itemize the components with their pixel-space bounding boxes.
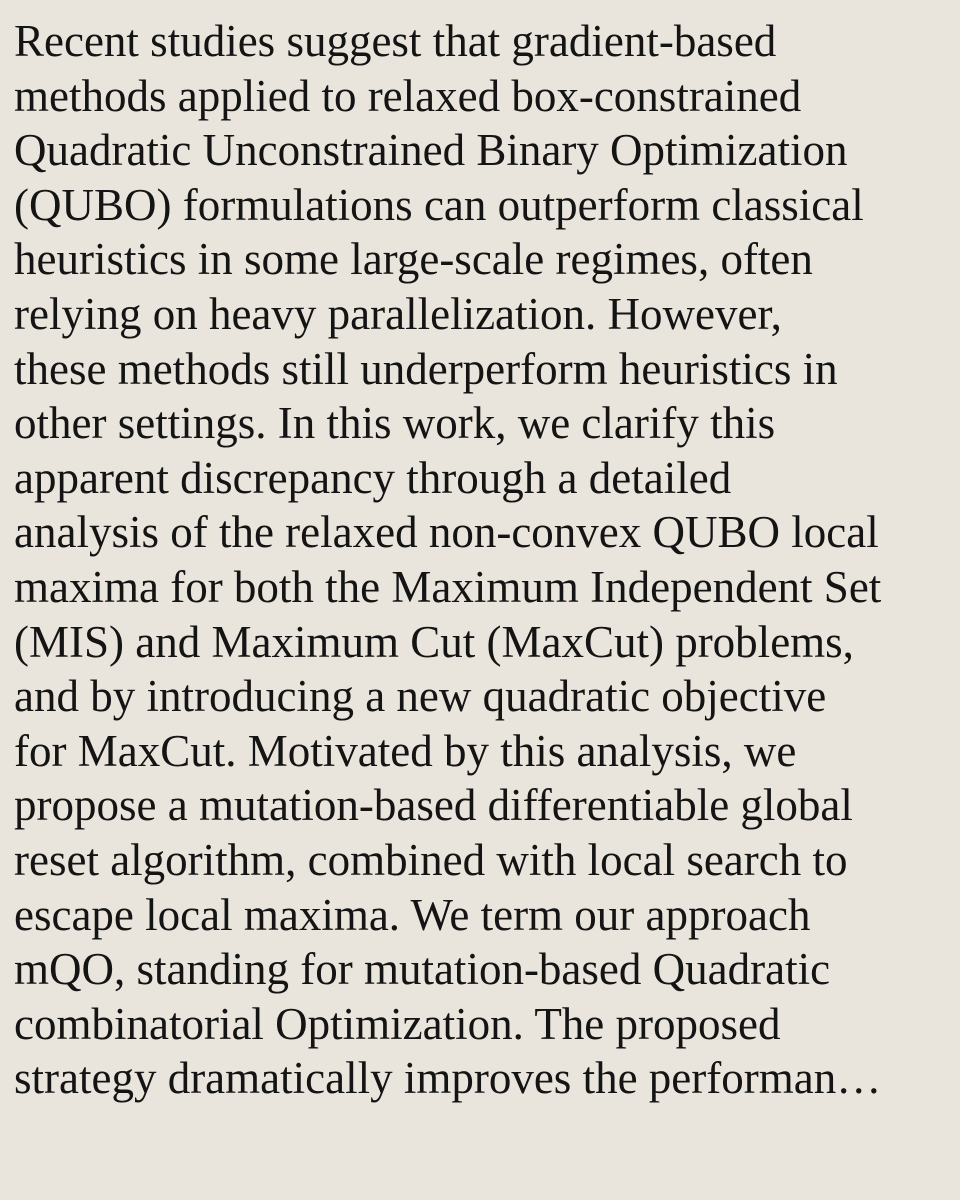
text-line: relying on heavy parallelization. However, (14, 288, 782, 339)
text-line: (QUBO) formulations can outperform classical (14, 179, 864, 230)
text-line: these methods still underperform heuristics in (14, 343, 838, 394)
text-line: other settings. In this work, we clarify this (14, 398, 776, 449)
text-line: maxima for both the Maximum Independent Set (14, 561, 882, 612)
abstract-text (14, 14, 954, 1106)
text-line: reset algorithm, combined with local search to (14, 834, 848, 885)
text-line: and by introducing a new quadratic objective (14, 671, 827, 722)
text-line: strategy dramatically improves the performan… (14, 1053, 882, 1104)
text-line: for MaxCut. Motivated by this analysis, we (14, 725, 797, 776)
text-line: escape local maxima. We term our approach (14, 889, 811, 940)
text-line: methods applied to relaxed box-constrained (14, 70, 802, 121)
text-line: combinatorial Optimization. The proposed (14, 998, 781, 1049)
text-line: Recent studies suggest that gradient-based (14, 16, 777, 66)
text-line: heuristics in some large-scale regimes, often (14, 234, 813, 285)
text-line: Quadratic Unconstrained Binary Optimization (14, 125, 848, 176)
text-line: propose a mutation-based differentiable global (14, 780, 853, 831)
text-line: apparent discrepancy through a detailed (14, 452, 732, 503)
text-line: mQO, standing for mutation-based Quadratic (14, 944, 831, 995)
text-line: analysis of the relaxed non-convex QUBO local (14, 507, 879, 558)
text-line: (MIS) and Maximum Cut (MaxCut) problems, (14, 616, 854, 667)
